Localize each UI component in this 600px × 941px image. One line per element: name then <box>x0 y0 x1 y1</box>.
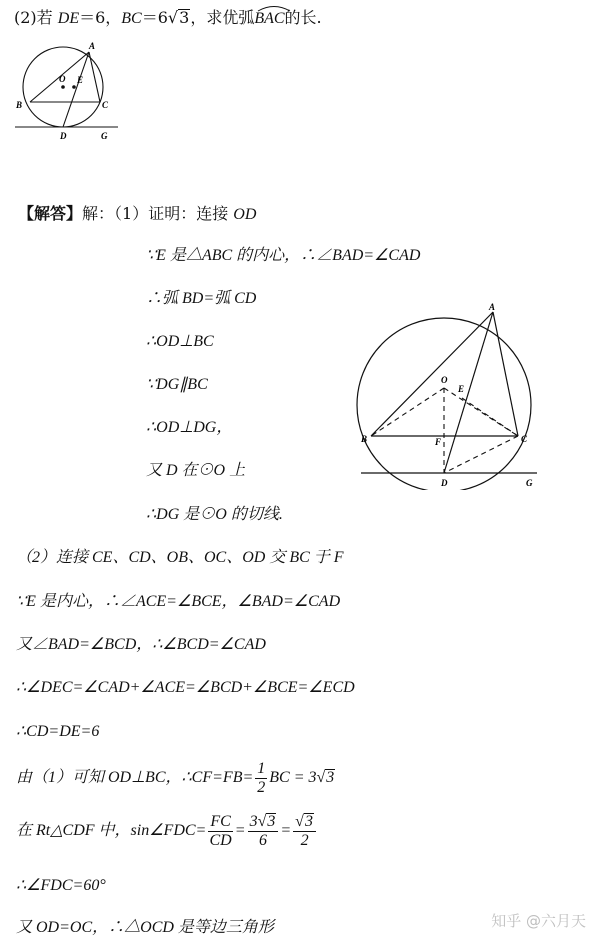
small-point-e <box>72 85 76 89</box>
main-label-c: C <box>521 434 528 444</box>
solution-line: （2）连接 CE、CD、OB、OC、OD 交 BC 于 F <box>16 549 344 566</box>
main-label-o: O <box>441 375 448 385</box>
small-label-c: C <box>102 100 109 110</box>
small-point-o <box>61 85 65 89</box>
question-eq1: ＝6， <box>79 8 122 27</box>
fraction-fc-cd: $\frac{FC}{CD}$ <box>209 812 232 849</box>
arc-mark-icon <box>254 4 294 12</box>
proof-line: ∵DG∥BC <box>146 376 208 393</box>
question-de: DE <box>57 10 80 27</box>
question-eq2: ＝6 <box>141 8 168 27</box>
main-geometry-figure <box>355 300 545 490</box>
question-mid: ，求优弧 <box>190 8 255 27</box>
main-label-b: B <box>361 434 368 444</box>
sqrt-sign: √3 <box>316 769 335 786</box>
proof-line: 又 D 在⊙O 上 <box>146 462 246 479</box>
answer-header <box>18 204 256 225</box>
question-bc: BC <box>121 10 142 27</box>
solution-line: ∵E 是内心，∴∠ACE=∠BCE，∠BAD=∠CAD <box>16 593 341 610</box>
main-line-ac <box>493 312 518 436</box>
main-label-e: E <box>458 384 465 394</box>
answer-tag: 【解答】 <box>18 204 83 223</box>
small-label-b: B <box>16 100 23 110</box>
solution-line: ∴∠FDC=60° <box>16 877 106 894</box>
question-2 <box>14 8 322 29</box>
proof-line: ∴OD⊥BC <box>146 333 214 350</box>
proof-line: ∴OD⊥DG， <box>146 419 233 436</box>
small-label-a: A <box>89 41 96 51</box>
fraction-3sqrt3-6: $\frac{3√3}{6}$ <box>248 813 279 850</box>
small-label-d: D <box>60 131 67 141</box>
small-geometry-figure <box>10 38 130 148</box>
solution-line: 又∠BAD=∠BCD，∴∠BCD=∠CAD <box>16 636 266 653</box>
small-line-ac <box>89 52 100 102</box>
fraction-half: $\frac{1}{2}$ <box>257 759 266 796</box>
answer-header-od: OD <box>233 206 257 223</box>
answer-header-text: 解：（1）证明：连接 <box>82 204 234 223</box>
main-dashed-lines <box>371 388 518 473</box>
small-label-e: E <box>77 75 84 85</box>
proof-line: ∴弧 BD=弧 CD <box>146 290 257 307</box>
question-sqrt: √3 <box>167 8 190 27</box>
watermark: 知乎 @六月天 <box>491 912 586 930</box>
small-label-g: G <box>101 131 108 141</box>
proof-line: ∵E 是△ABC 的内心，∴∠BAD=∠CAD <box>146 247 421 264</box>
question-prefix: (2)若 <box>14 8 58 27</box>
main-label-g: G <box>526 478 533 488</box>
solution-line-sin: 在 Rt△CDF 中，sin∠FDC= $\frac{FC}{CD}$ = $\frac{3√3}{6}$ = $\frac{√3}{2}$ <box>16 808 318 854</box>
main-label-f: F <box>435 437 442 447</box>
main-label-a: A <box>489 302 496 312</box>
fraction-sqrt3-2: $\frac{√3}{2}$ <box>293 813 316 850</box>
solution-line-half: 由（1）可知 OD⊥BC，∴CF=FB= $\frac{1}{2}$ BC = 3 √3 <box>16 759 335 796</box>
proof-line: ∴DG 是⊙O 的切线. <box>146 506 283 523</box>
question-arc: BAC <box>254 9 284 29</box>
question-suffix: 的长. <box>284 8 322 27</box>
solution-line: ∴∠DEC=∠CAD+∠ACE=∠BCD+∠BCE=∠ECD <box>16 679 355 696</box>
small-label-o: O <box>59 74 66 84</box>
main-label-d: D <box>441 478 448 488</box>
solution-line: 又 OD=OC，∴△OCD 是等边三角形 <box>16 919 274 936</box>
solution-line: ∴CD=DE=6 <box>16 723 100 740</box>
